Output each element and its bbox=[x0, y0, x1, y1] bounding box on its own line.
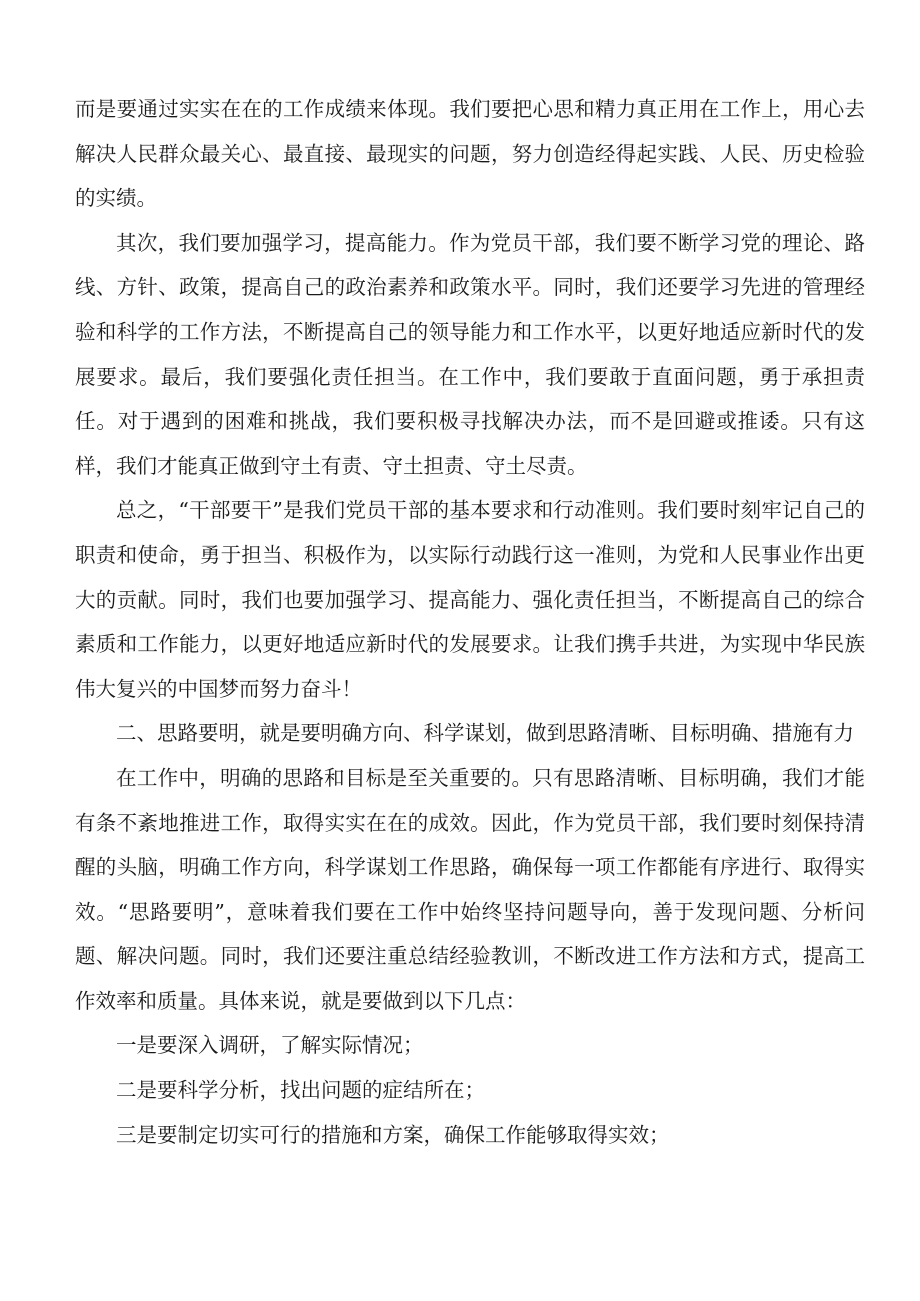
list-item-2: 二是要科学分析，找出问题的症结所在； bbox=[116, 1078, 485, 1103]
paragraph-clear-thinking: 在工作中，明确的思路和目标是至关重要的。只有思路清晰、目标明确，我们才能有条不紊地推进工作，取得实实在在的成效。因此，作为党员干部，我们要时刻保持清醒的头脑，明确工作方向，科学谋划工作思路，确保每一项工作都能有序进行、取得实效。“思路要明”，意味着我们要在工作中始终坚持问题导向，善于发现问题、分析问题、解决问题。同时，我们还要注重总结经验教训，不断改进工作方法和方式，提高工作效率和质量。具体来说，就是要做到以下几点： bbox=[75, 765, 865, 1013]
paragraph-continuation: 而是要通过实实在在的工作成绩来体现。我们要把心思和精力真正用在工作上，用心去解决人民群众最关心、最直接、最现实的问题，努力创造经得起实践、人民、历史检验的实绩。 bbox=[75, 97, 865, 211]
list-item-1: 一是要深入调研，了解实际情况； bbox=[116, 1033, 424, 1058]
document-body bbox=[75, 87, 865, 1157]
list-item-3: 三是要制定切实可行的措施和方案，确保工作能够取得实效； bbox=[116, 1122, 670, 1147]
paragraph-summary: 总之，“干部要干”是我们党员干部的基本要求和行动准则。我们要时刻牢记自己的职责和使命，勇于担当、积极作为，以实际行动践行这一准则，为党和人民事业作出更大的贡献。同时，我们也要加强学习、提高能力、强化责任担当，不断提高自己的综合素质和工作能力，以更好地适应新时代的发展要求。让我们携手共进，为实现中华民族伟大复兴的中国梦而努力奋斗！ bbox=[75, 498, 865, 701]
section-heading-clear-thinking: 二、思路要明，就是要明确方向、科学谋划，做到思路清晰、目标明确、措施有力 bbox=[116, 721, 854, 746]
paragraph-study-ability: 其次，我们要加强学习，提高能力。作为党员干部，我们要不断学习党的理论、路线、方针、政策，提高自己的政治素养和政策水平。同时，我们还要学习先进的管理经验和科学的工作方法，不断提高自己的领导能力和工作水平，以更好地适应新时代的发展要求。最后，我们要强化责任担当。在工作中，我们要敢于直面问题，勇于承担责任。对于遇到的困难和挑战，我们要积极寻找解决办法，而不是回避或推诿。只有这样，我们才能真正做到守土有责、守土担责、守土尽责。 bbox=[75, 230, 865, 478]
